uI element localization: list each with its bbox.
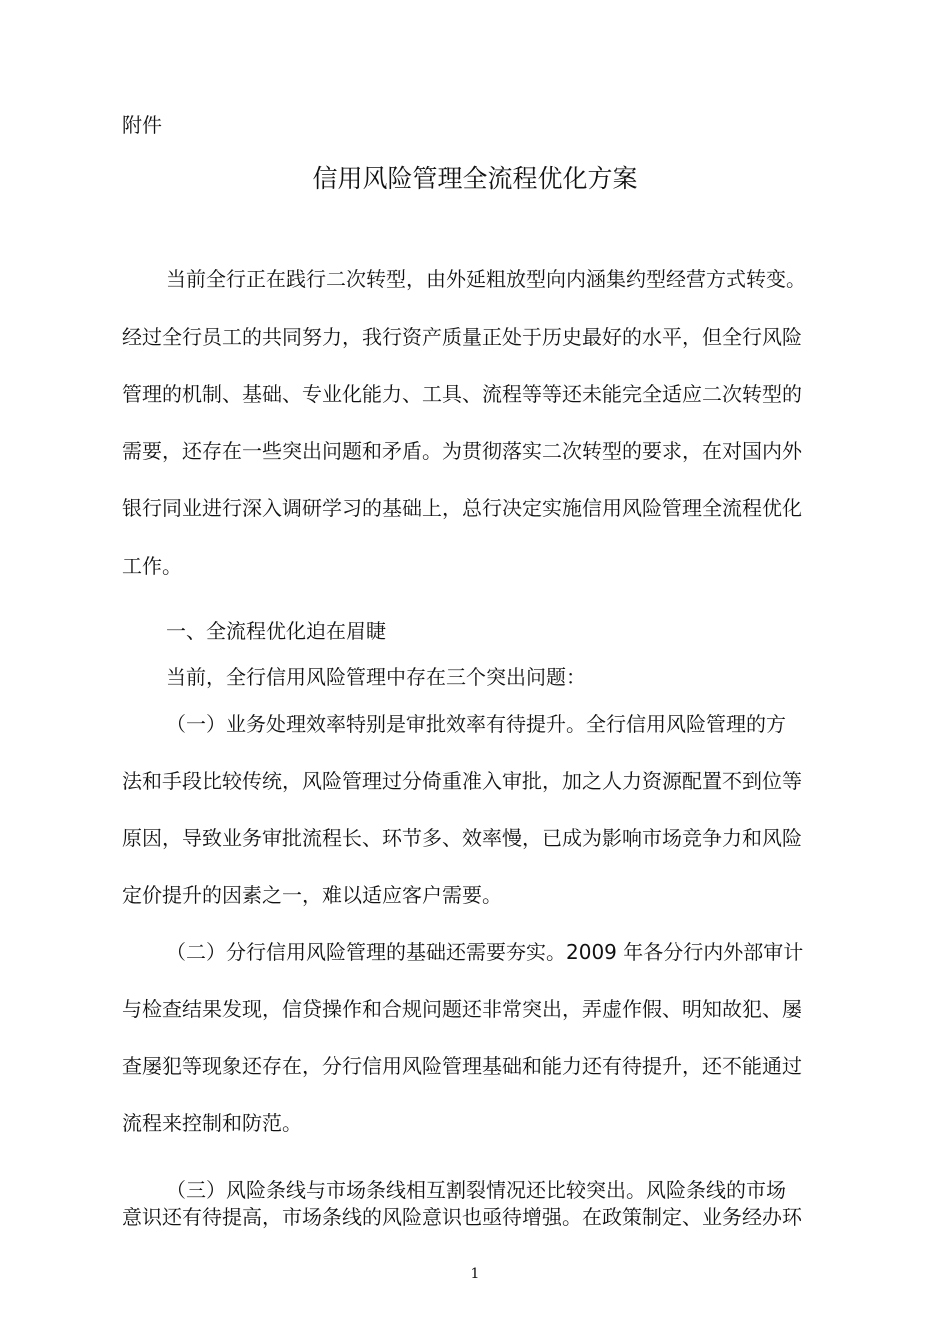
paragraph-line: 定价提升的因素之一，难以适应客户需要。	[122, 883, 502, 907]
paragraph-line: 流程来控制和防范。	[122, 1111, 302, 1135]
paragraph-line: （二）分行信用风险管理的基础还需要夯实。2009 年各分行内外部审计	[166, 940, 804, 964]
paragraph-line: （一）业务处理效率特别是审批效率有待提升。全行信用风险管理的方	[166, 712, 786, 736]
paragraph-line: 管理的机制、基础、专业化能力、工具、流程等等还未能完全适应二次转型的	[122, 382, 802, 406]
paragraph-line: 与检查结果发现，信贷操作和合规问题还非常突出，弄虚作假、明知故犯、屡	[122, 997, 802, 1021]
document-title: 信用风险管理全流程优化方案	[312, 164, 638, 193]
paragraph-line: 经过全行员工的共同努力，我行资产质量正处于历史最好的水平，但全行风险	[122, 325, 802, 349]
paragraph-line: 法和手段比较传统，风险管理过分倚重准入审批，加之人力资源配置不到位等	[122, 769, 802, 793]
paragraph-line: 当前全行正在践行二次转型，由外延粗放型向内涵集约型经营方式转变。	[166, 267, 806, 291]
paragraph-line: 需要，还存在一些突出问题和矛盾。为贯彻落实二次转型的要求，在对国内外	[122, 439, 802, 463]
attachment-label: 附件	[122, 113, 162, 137]
paragraph-line: 当前，全行信用风险管理中存在三个突出问题：	[166, 665, 586, 689]
paragraph-line: （三）风险条线与市场条线相互割裂情况还比较突出。风险条线的市场	[166, 1178, 786, 1202]
paragraph-line: 银行同业进行深入调研学习的基础上，总行决定实施信用风险管理全流程优化	[122, 496, 802, 520]
page-number: 1	[470, 1266, 480, 1282]
paragraph-line: 意识还有待提高，市场条线的风险意识也亟待增强。在政策制定、业务经办环	[122, 1205, 802, 1229]
paragraph-line: 工作。	[122, 554, 182, 578]
paragraph-line: 原因，导致业务审批流程长、环节多、效率慢，已成为影响市场竞争力和风险	[122, 826, 802, 850]
paragraph-line: 查屡犯等现象还存在，分行信用风险管理基础和能力还有待提升，还不能通过	[122, 1054, 802, 1078]
section-heading: 一、全流程优化迫在眉睫	[166, 619, 386, 643]
